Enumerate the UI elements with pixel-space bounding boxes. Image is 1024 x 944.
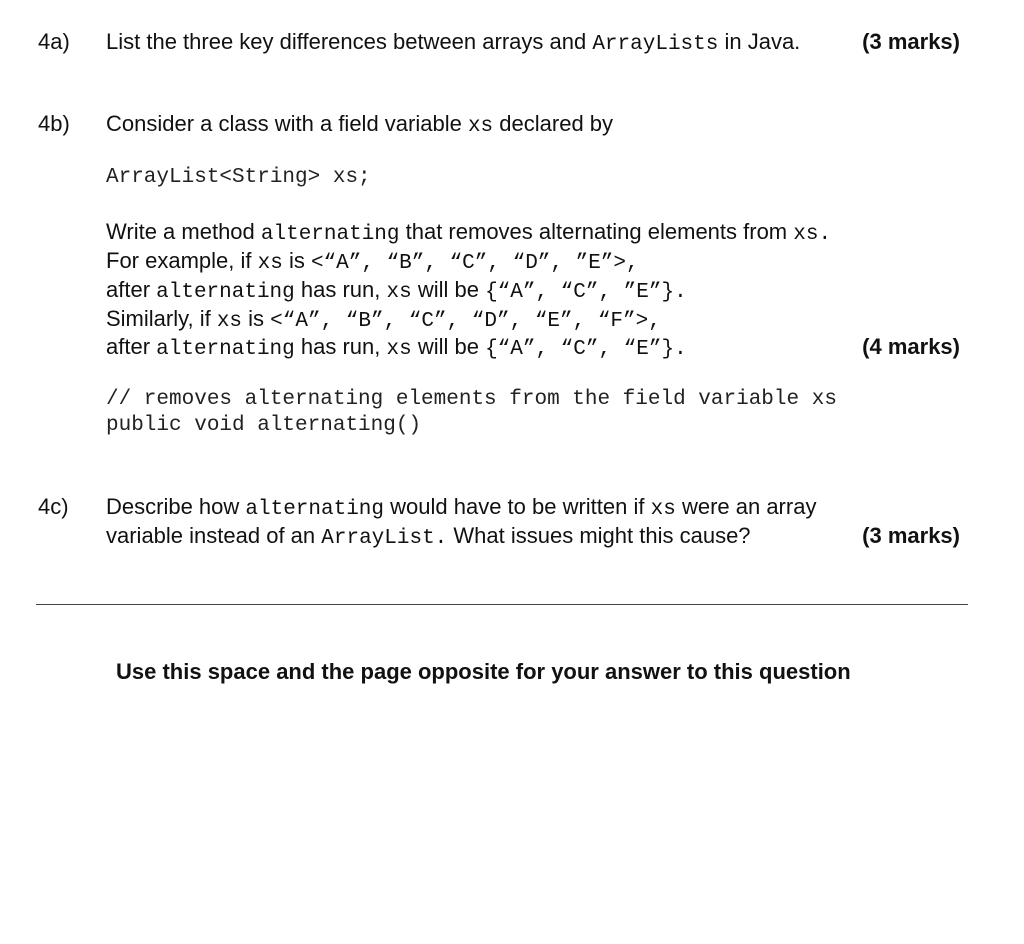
question-number-4a: 4a) xyxy=(38,29,70,54)
q4a-text-2: in Java. xyxy=(718,29,801,54)
q4b-l3-text-1: after xyxy=(106,277,157,302)
q4b-l1-code-2: xs. xyxy=(793,223,832,246)
q4c-l2-text-2: What issues might this cause? xyxy=(447,523,751,548)
q4c-l2-text-1: variable instead of an xyxy=(106,523,322,548)
q4b-l3-text-3: will be xyxy=(411,277,486,302)
code-comment: // removes alternating elements from the field variable xs xyxy=(106,388,837,411)
q4b-l5-code-2: xs xyxy=(386,338,412,361)
q4c-line-1 xyxy=(106,493,816,524)
q4b-line-5 xyxy=(106,333,687,364)
q4c-l1-code-1: alternating xyxy=(245,498,385,521)
q4b-line-1 xyxy=(106,218,831,249)
q4b-l2-text-1: For example, if xyxy=(106,248,258,273)
q4c-l1-text-1: Describe how xyxy=(106,494,246,519)
q4b-l5-text-1: after xyxy=(106,334,157,359)
answer-space-instruction: Use this space and the page opposite for your answer to this question xyxy=(116,659,851,684)
declaration-code: ArrayList<String> xs; xyxy=(106,166,371,189)
q4b-l2-code-1: xs xyxy=(257,252,283,275)
q4b-l4-text-2: is xyxy=(242,306,271,331)
question-4b-intro xyxy=(106,110,613,141)
q4a-code-arraylists: ArrayLists xyxy=(592,33,719,56)
q4b-l2-text-2: is xyxy=(282,248,311,273)
q4a-text-1: List the three key differences between arrays and xyxy=(106,29,593,54)
marks-4c: (3 marks) xyxy=(862,523,960,548)
q4b-l4-code-1: xs xyxy=(216,310,243,333)
question-4a-text xyxy=(106,28,800,59)
q4b-l2-code-2: <“A”, “B”, “C”, “D”, ”E”>, xyxy=(310,252,639,275)
q4b-l5-text-2: has run, xyxy=(294,334,387,359)
q4b-l3-code-3: {“A”, “C”, ”E”}. xyxy=(485,281,687,304)
q4b-intro-text-1: Consider a class with a field variable xyxy=(106,111,468,136)
q4b-l5-text-3: will be xyxy=(411,334,486,359)
q4b-l3-code-1: alternating xyxy=(156,281,295,304)
question-number-4c: 4c) xyxy=(38,494,69,519)
question-number-4b: 4b) xyxy=(38,111,70,136)
q4b-intro-code-xs: xs xyxy=(467,115,494,138)
code-signature: public void alternating() xyxy=(106,414,422,437)
q4b-l3-code-2: xs xyxy=(386,281,412,304)
q4b-l1-code-1: alternating xyxy=(260,223,400,246)
q4b-l4-text-1: Similarly, if xyxy=(106,306,217,331)
q4b-l5-code-3: {“A”, “C”, “E”}. xyxy=(485,338,687,361)
q4b-line-4 xyxy=(106,305,661,336)
q4c-line-2 xyxy=(106,522,751,553)
q4b-l3-text-2: has run, xyxy=(294,277,387,302)
q4b-l4-code-2: <“A”, “B”, “C”, “D”, “E”, “F”>, xyxy=(270,310,661,333)
q4c-l1-text-2: would have to be written if xyxy=(384,494,651,519)
q4b-l1-text-2: that removes alternating elements from xyxy=(399,219,794,244)
q4b-l5-code-1: alternating xyxy=(156,338,295,361)
marks-4b: (4 marks) xyxy=(862,334,960,359)
marks-4a: (3 marks) xyxy=(862,29,960,54)
q4b-l1-text-1: Write a method xyxy=(106,219,261,244)
q4c-l1-code-2: xs xyxy=(650,498,676,521)
q4c-l2-code-1: ArrayList. xyxy=(321,527,448,550)
q4b-line-2 xyxy=(106,247,639,278)
q4b-intro-text-2: declared by xyxy=(493,111,614,136)
section-divider xyxy=(36,604,968,605)
q4b-line-3 xyxy=(106,276,687,307)
q4c-l1-text-3: were an array xyxy=(675,494,817,519)
